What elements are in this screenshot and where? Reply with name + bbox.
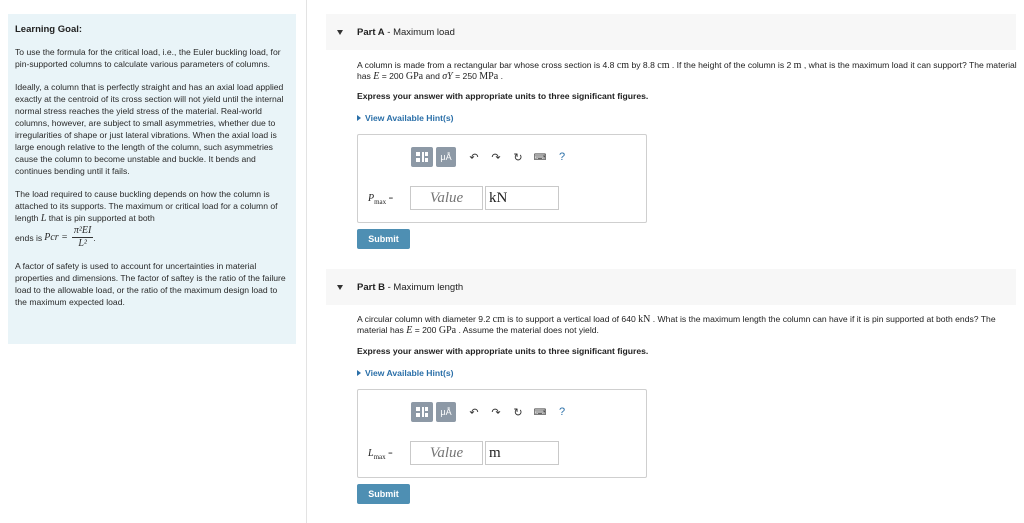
part-a-value-input[interactable] [410,186,483,210]
fraction-numerator: π²EI [73,225,92,236]
part-a-submit-button[interactable]: Submit [357,229,410,249]
undo-icon[interactable]: ↶ [469,151,479,164]
part-a-hint-link[interactable]: View Available Hint(s) [357,113,454,123]
learning-goal-panel [8,14,296,344]
units-button[interactable]: μÅ [436,402,456,422]
templates-icon[interactable] [411,402,433,422]
part-b-header[interactable] [326,269,1016,305]
help-icon[interactable]: ? [558,406,566,418]
euler-formula: ends is Pcr = $\frac{\text{π²EI}}{\text{L²}}$ . [15,225,96,249]
fraction-denominator: L² [78,238,87,249]
learning-goal-p4: A factor of safety is used to account for uncertainties in material properties and dimensions. The factor of saftey is the ratio of the failure load to the allowable load, or the ratio of the maximum design load to the maximum expected load. [15,261,286,307]
part-b-unit-input[interactable] [485,441,559,465]
panel-divider [306,0,307,523]
part-a-toolbar [411,147,573,167]
ends-text: ends is [15,232,43,243]
part-a-answer-box [357,134,647,223]
part-b-title: Part B - Maximum length [357,281,464,293]
part-a-problem-text: A column is made from a rectangular bar whose cross section is 4.8 cm by 8.8 cm . If the height of the column is 2 m , what is the maximum load it can support? The material has E = 200 GPa and σY = 250 MPa . [357,60,1017,82]
learning-goal-p1: To use the formula for the critical load, i.e., the Euler buckling load, for pin-supported columns to calculate various parameters of columns. [15,47,281,69]
reset-icon[interactable]: ↻ [513,151,523,164]
part-a-title: Part A - Maximum load [357,26,455,38]
learning-goal-p3 [15,188,288,225]
reset-icon[interactable]: ↻ [513,406,523,419]
templates-icon[interactable] [411,147,433,167]
lmax-label: $L_{max}$ = [368,448,393,461]
expand-triangle-icon [357,115,361,121]
help-icon[interactable]: ? [558,151,566,163]
learning-goal-p2: Ideally, a column that is perfectly straight and has an axial load applied exactly at the centroid of its cross section will not yield until the internal normal stress reaches the yield stress of the material. Real-world columns, however, are subject to small asymmetries, whether due to irregularities of shape or just lateral vibrations. When the axial load is large enough relative to the length of the column, such asymmetries cause the column to become unstable and buckle. It bends and continues bending until it fails. [15,82,284,176]
part-a-header[interactable] [326,14,1016,50]
expand-triangle-icon [357,370,361,376]
part-b-instruction: Express your answer with appropriate units to three significant figures. [357,346,649,356]
part-b-problem-text: A circular column with diameter 9.2 cm is to support a vertical load of 640 kN . What is the maximum length the column can have if it is pin supported at both ends? The material has E = 200 GPa . Assume the material does not yield. [357,314,996,336]
part-b-hint-link[interactable]: View Available Hint(s) [357,368,454,378]
learning-goal-title: Learning Goal: [15,24,83,35]
undo-icon[interactable]: ↶ [469,406,479,419]
part-b-submit-button[interactable]: Submit [357,484,410,504]
pcr-symbol: Pcr = [44,231,68,243]
p3-text-a: The load required to cause buckling depends on how the column is attached to its supports. The maximum or critical load for a column of length [15,189,278,223]
pmax-label: $P_{max}$ = [368,193,394,206]
part-b-toolbar [411,402,573,422]
keyboard-icon[interactable]: ⌨ [533,406,547,417]
keyboard-icon[interactable]: ⌨ [533,151,547,162]
part-a-instruction: Express your answer with appropriate units to three significant figures. [357,91,649,101]
part-b-value-input[interactable] [410,441,483,465]
collapse-caret-icon[interactable] [337,285,343,290]
euler-fraction [72,225,93,250]
units-button[interactable]: μÅ [436,147,456,167]
redo-icon[interactable]: ↷ [491,406,501,419]
p3-length-symbol: L [40,213,47,224]
redo-icon[interactable]: ↷ [491,151,501,164]
part-b-answer-box [357,389,647,478]
part-a-unit-input[interactable] [485,186,559,210]
collapse-caret-icon[interactable] [337,30,343,35]
p3-text-b: that is pin supported at both [46,213,155,223]
